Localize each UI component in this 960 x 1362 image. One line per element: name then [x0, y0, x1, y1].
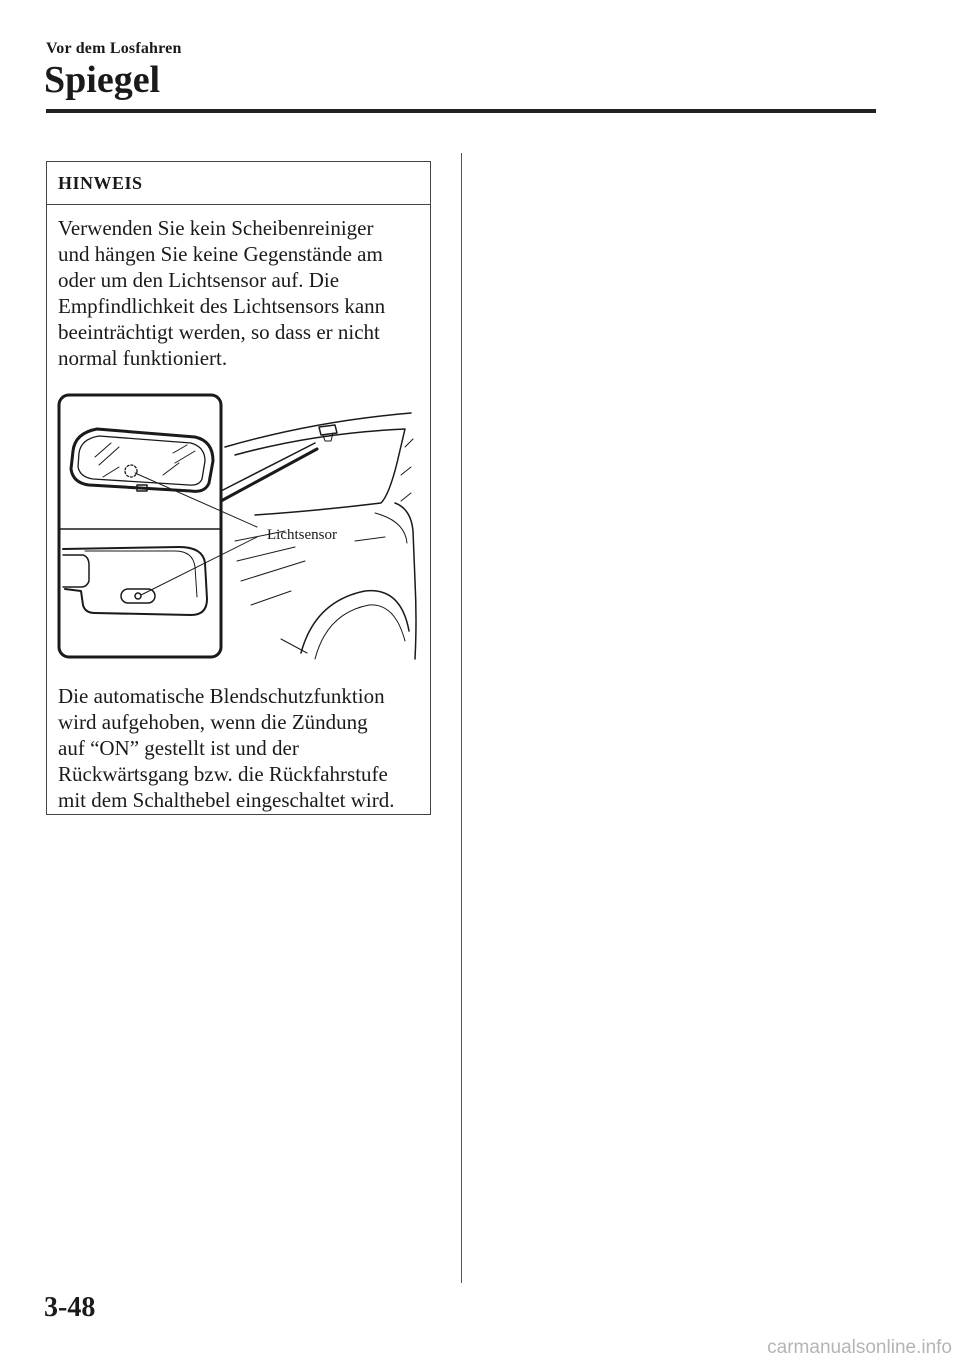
page-title: Spiegel: [44, 59, 161, 101]
column-divider: [461, 153, 462, 1283]
note-line: wird aufgehoben, wenn die Zündung: [58, 710, 368, 734]
watermark: carmanualsonline.info: [767, 1337, 952, 1358]
note-heading: HINWEIS: [47, 162, 430, 205]
note-line: auf “ON” gestellt ist und der: [58, 736, 299, 760]
note-line: beeinträchtigt werden, so dass er nicht: [58, 320, 380, 344]
note-line: oder um den Lichtsensor auf. Die: [58, 268, 340, 292]
note-line: Verwenden Sie kein Scheibenreiniger: [58, 216, 374, 240]
note-line: mit dem Schalthebel eingeschaltet wird.: [58, 788, 395, 812]
section-label: Vor dem Losfahren: [46, 40, 182, 57]
note-line: und hängen Sie keine Gegenstände am: [58, 242, 383, 266]
note-paragraph-1: [47, 205, 430, 371]
mirror-front-icon: [71, 429, 213, 491]
light-sensor-figure: [55, 391, 435, 669]
note-box: [46, 161, 431, 815]
note-paragraph-2: [47, 669, 430, 813]
title-rule: [46, 109, 876, 113]
figure-label: Lichtsensor: [267, 527, 337, 543]
note-line: Die automatische Blendschutzfunktion: [58, 684, 385, 708]
note-line: Rückwärtsgang bzw. die Rückfahrstufe: [58, 762, 388, 786]
mirror-illustration: [55, 391, 435, 669]
note-line: Empfindlichkeit des Lichtsensors kann: [58, 294, 386, 318]
mirror-back-icon: [63, 547, 207, 615]
page-number: 3-48: [44, 1292, 96, 1323]
note-line: normal funktioniert.: [58, 346, 228, 370]
